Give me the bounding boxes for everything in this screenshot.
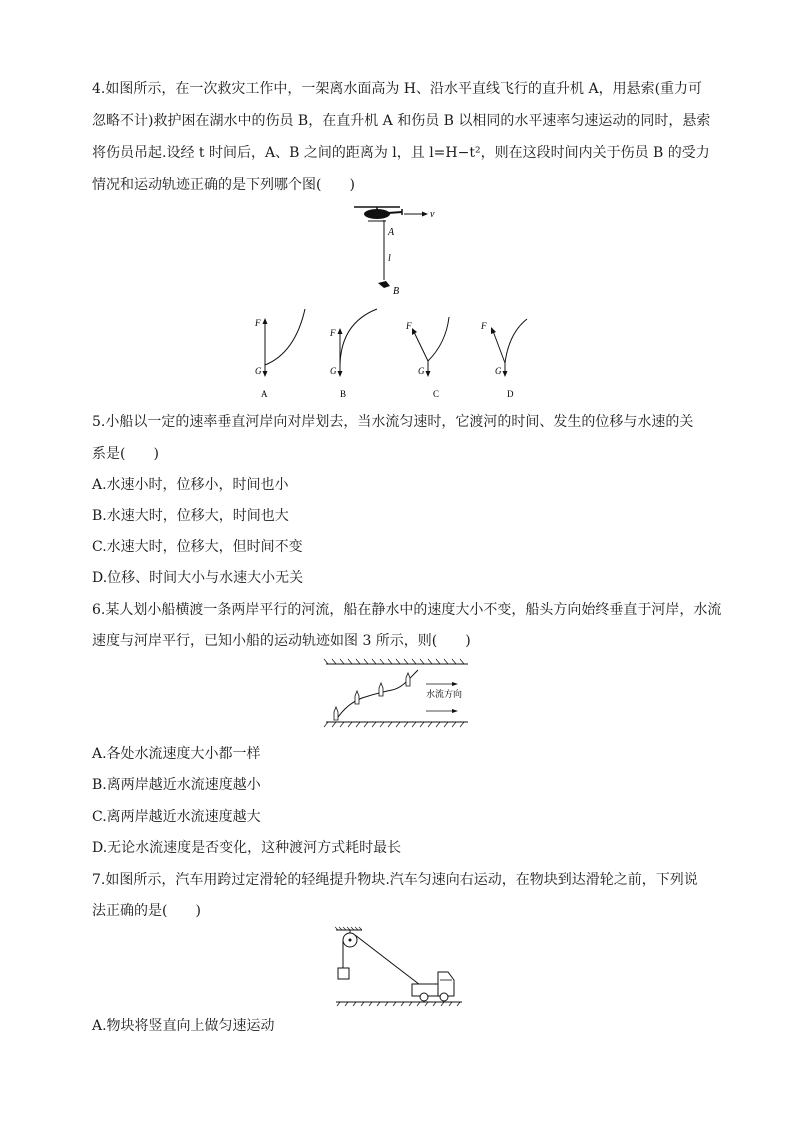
q6-option-d: D.无论水流速度是否变化，这种渡河方式耗时最长 bbox=[92, 840, 402, 856]
q5-line-2: 系是( ) bbox=[92, 446, 159, 462]
option-d-caption: D bbox=[507, 389, 514, 399]
option-b-label-G: G bbox=[330, 366, 337, 376]
pulley-truck-figure bbox=[330, 926, 470, 1010]
q7-line-2: 法正确的是( ) bbox=[92, 903, 201, 919]
option-d-label-F: F bbox=[481, 321, 487, 331]
injured-person bbox=[378, 281, 390, 288]
label-A: A bbox=[388, 227, 395, 238]
q5-option-c: C.水速大时，位移大，但时间不变 bbox=[92, 539, 303, 555]
q4-line-1: 4.如图所示，在一次救灾工作中，一架离水面高为 H、沿水平直线飞行的直升机 A，用悬索(重力可 bbox=[92, 81, 703, 97]
q6-option-b: B.离两岸越近水流速度越小 bbox=[92, 777, 261, 793]
helicopter-body bbox=[364, 209, 390, 219]
helicopter-figure bbox=[340, 200, 450, 300]
current-direction-label: 水流方向 bbox=[426, 689, 463, 699]
river-figure bbox=[322, 656, 472, 728]
boat-3 bbox=[379, 683, 383, 696]
q6-line-2: 速度与河岸平行，已知小船的运动轨迹如图 3 所示，则( ) bbox=[92, 633, 471, 649]
q6-line-1: 6.某人划小船横渡一条两岸平行的河流，船在静水中的速度大小不变，船头方向始终垂直于河岸，水流 bbox=[92, 602, 722, 618]
boat-2 bbox=[355, 691, 359, 704]
q6-option-a: A.各处水流速度大小都一样 bbox=[92, 746, 261, 762]
option-d-label-G: G bbox=[495, 366, 502, 376]
q4-line-4: 情况和运动轨迹正确的是下列哪个图( ) bbox=[92, 177, 355, 193]
force-trajectory-options bbox=[245, 305, 535, 403]
block bbox=[338, 968, 349, 979]
q6-option-c: C.离两岸越近水流速度越大 bbox=[92, 809, 261, 825]
q5-line-1: 5.小船以一定的速率垂直河岸向对岸划去，当水流匀速时，它渡河的时间、发生的位移与水速的关 bbox=[92, 414, 694, 430]
option-c-label-F: F bbox=[406, 321, 412, 331]
label-l: l bbox=[388, 253, 391, 264]
boat-1 bbox=[334, 707, 338, 720]
boat-trajectory bbox=[336, 670, 418, 720]
option-c-label-G: G bbox=[418, 366, 425, 376]
q4-line-2: 忽略不计)救护困在湖水中的伤员 B，在直升机 A 和伤员 B 以相同的水平速率匀速运动的同时，悬索 bbox=[92, 113, 711, 129]
option-a-label-F: F bbox=[255, 318, 261, 328]
option-a-diagram bbox=[254, 309, 305, 399]
option-b-label-F: F bbox=[330, 328, 336, 338]
truck bbox=[412, 972, 454, 1001]
option-a-caption: A bbox=[261, 389, 268, 399]
option-d-diagram bbox=[480, 319, 527, 399]
q7-option-a: A.物块将竖直向上做匀速运动 bbox=[92, 1018, 275, 1034]
rope-to-truck bbox=[355, 935, 424, 988]
option-b-caption: B bbox=[340, 389, 347, 399]
q4-line-3: 将伤员吊起.设经 t 时间后，A、B 之间的距离为 l，且 l=H−t²，则在这段时间内关于伤员 B 的受力 bbox=[92, 145, 710, 161]
q7-line-1: 7.如图所示，汽车用跨过定滑轮的轻绳提升物块.汽车匀速向右运动，在物块到达滑轮之前，下列说 bbox=[92, 872, 698, 888]
option-b-diagram bbox=[329, 309, 377, 399]
label-B: B bbox=[393, 286, 400, 297]
label-v: v bbox=[430, 209, 435, 220]
q5-option-d: D.位移、时间大小与水速大小无关 bbox=[92, 570, 304, 586]
option-a-label-G: G bbox=[255, 366, 262, 376]
q5-option-a: A.水速小时，位移小，时间也小 bbox=[92, 477, 289, 493]
boat-4 bbox=[406, 673, 410, 686]
option-c-diagram bbox=[405, 317, 449, 399]
q5-option-b: B.水速大时，位移大，时间也大 bbox=[92, 508, 289, 524]
option-c-caption: C bbox=[433, 389, 440, 399]
